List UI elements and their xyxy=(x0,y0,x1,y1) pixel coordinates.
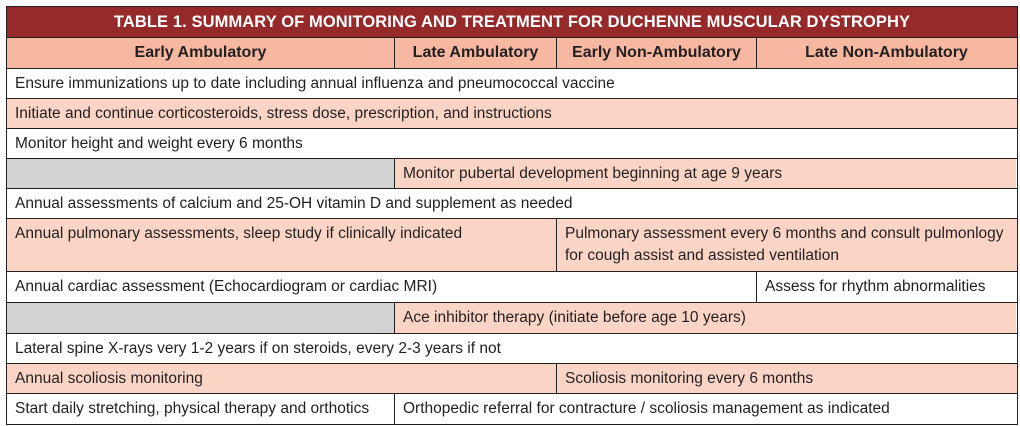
table-cell: Ensure immunizations up to date including annual influenza and pneumococcal vaccine xyxy=(15,74,615,92)
table-cell: Orthopedic referral for contracture / scoliosis management as indicated xyxy=(403,400,890,417)
table-cell: Assess for rhythm abnormalities xyxy=(765,278,986,295)
table-row-pubertal xyxy=(7,159,1017,189)
table-row-immunizations xyxy=(7,69,1017,99)
table-cell: Pulmonary assessment every 6 months and consult pulmonlogy for cough assist and assisted ventilation xyxy=(565,225,1004,264)
table-cell: Annual cardiac assessment (Echocardiogram or cardiac MRI) xyxy=(7,272,757,302)
table-cell: Initiate and continue corticosteroids, stress dose, prescription, and instructions xyxy=(15,104,552,122)
table-cell: Lateral spine X-rays very 1-2 years if on steroids, every 2-3 years if not xyxy=(15,339,501,357)
table-cell: Monitor height and weight every 6 months xyxy=(15,134,303,152)
table-cell: Annual pulmonary assessments, sleep study if clinically indicated xyxy=(7,219,557,271)
empty-gray-cell xyxy=(7,159,395,188)
column-header-late-non-ambulatory: Late Non-Ambulatory xyxy=(805,44,968,61)
table-cell: Annual assessments of calcium and 25-OH vitamin D and supplement as needed xyxy=(15,194,573,212)
table-row-cardiac xyxy=(7,272,1017,303)
table-cell: Ace inhibitor therapy (initiate before age 10 years) xyxy=(395,303,1016,333)
table-row-pulmonary xyxy=(7,219,1017,272)
table-row-ace-inhibitor xyxy=(7,303,1017,334)
summary-table xyxy=(6,6,1018,425)
table-title: TABLE 1. SUMMARY OF MONITORING AND TREATMENT FOR DUCHENNE MUSCULAR DYSTROPHY xyxy=(7,7,1017,38)
table-row-spine-xrays xyxy=(7,334,1017,364)
table-row-height-weight xyxy=(7,129,1017,159)
table-cell: Scoliosis monitoring every 6 months xyxy=(565,369,814,387)
table-row-stretching xyxy=(7,394,1017,424)
table-row-scoliosis xyxy=(7,364,1017,394)
table-cell: Annual scoliosis monitoring xyxy=(7,364,557,393)
table-cell: Start daily stretching, physical therapy and orthotics xyxy=(7,394,395,424)
column-header-early-non-ambulatory: Early Non-Ambulatory xyxy=(557,38,757,68)
table-row-calcium-vitamin-d xyxy=(7,189,1017,219)
table-cell: Monitor pubertal development beginning at age 9 years xyxy=(395,159,1016,188)
column-header-late-ambulatory: Late Ambulatory xyxy=(395,38,557,68)
table-header-row xyxy=(7,38,1017,69)
column-header-early-ambulatory: Early Ambulatory xyxy=(7,38,395,68)
table-row-corticosteroids xyxy=(7,99,1017,129)
empty-gray-cell xyxy=(7,303,395,333)
